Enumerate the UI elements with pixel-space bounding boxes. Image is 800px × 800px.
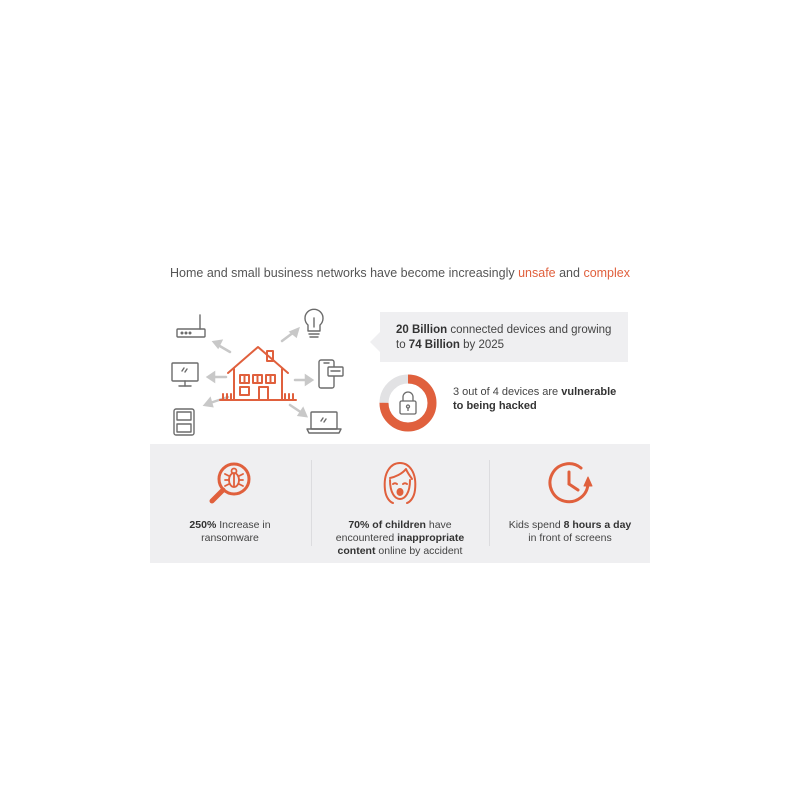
vulnerability-bold2: to being hacked (453, 400, 537, 412)
ransomware-caption (150, 519, 310, 545)
callout-pointer (370, 332, 380, 352)
monitor-icon (172, 363, 198, 386)
smartphone-icon (319, 360, 343, 388)
children-percent: 70% of children (348, 519, 426, 531)
headline-text: Home and small business networks have become increasingly (170, 266, 519, 280)
devices-text3: by 2025 (459, 339, 505, 351)
vulnerability-bold: vulnerable (561, 386, 617, 398)
connected-home-diagram (160, 305, 360, 440)
headline-and: and (555, 266, 584, 280)
stat-screen-time (490, 444, 650, 563)
padlock-icon (400, 392, 416, 414)
lightbulb-icon (305, 309, 323, 337)
devices-future-count: 74 Billion (408, 339, 460, 351)
clock-icon (547, 460, 593, 506)
ransomware-text: Increase in (216, 519, 271, 531)
vulnerability-donut-chart (377, 372, 439, 434)
column-divider (311, 460, 312, 546)
stats-band (150, 444, 650, 563)
router-icon (177, 315, 205, 337)
stat-children (320, 444, 480, 563)
screen-time-caption (490, 519, 650, 545)
children-bold2: inappropriate (397, 532, 465, 544)
devices-text1: connected devices and growing (447, 324, 612, 336)
connected-devices-callout (380, 312, 628, 362)
devices-text2: to (396, 339, 409, 351)
screen-time-line2: in front of screens (528, 532, 612, 544)
children-text: have (425, 519, 452, 531)
children-line2: encountered (335, 532, 398, 544)
connected-devices-text (396, 323, 611, 353)
children-line3-bold: content (337, 545, 376, 557)
child-face-icon (377, 460, 423, 506)
game-console-icon (174, 409, 194, 435)
ransomware-magnifier-icon (207, 460, 253, 506)
screen-time-hours: 8 hours a day (563, 519, 632, 531)
children-line3: online by accident (375, 545, 463, 557)
headline (150, 266, 650, 280)
children-caption (320, 519, 480, 558)
ransomware-percent: 250% (189, 519, 217, 531)
vulnerability-prefix: 3 out of 4 devices are (453, 386, 562, 398)
laptop-icon (307, 412, 341, 433)
screen-time-text: Kids spend (508, 519, 564, 531)
headline-unsafe: unsafe (518, 266, 556, 280)
stat-ransomware (150, 444, 310, 563)
devices-count: 20 Billion (396, 324, 448, 336)
ransomware-line2: ransomware (201, 532, 259, 544)
vulnerability-text (453, 385, 633, 413)
headline-complex: complex (583, 266, 630, 280)
house-icon (220, 347, 296, 400)
